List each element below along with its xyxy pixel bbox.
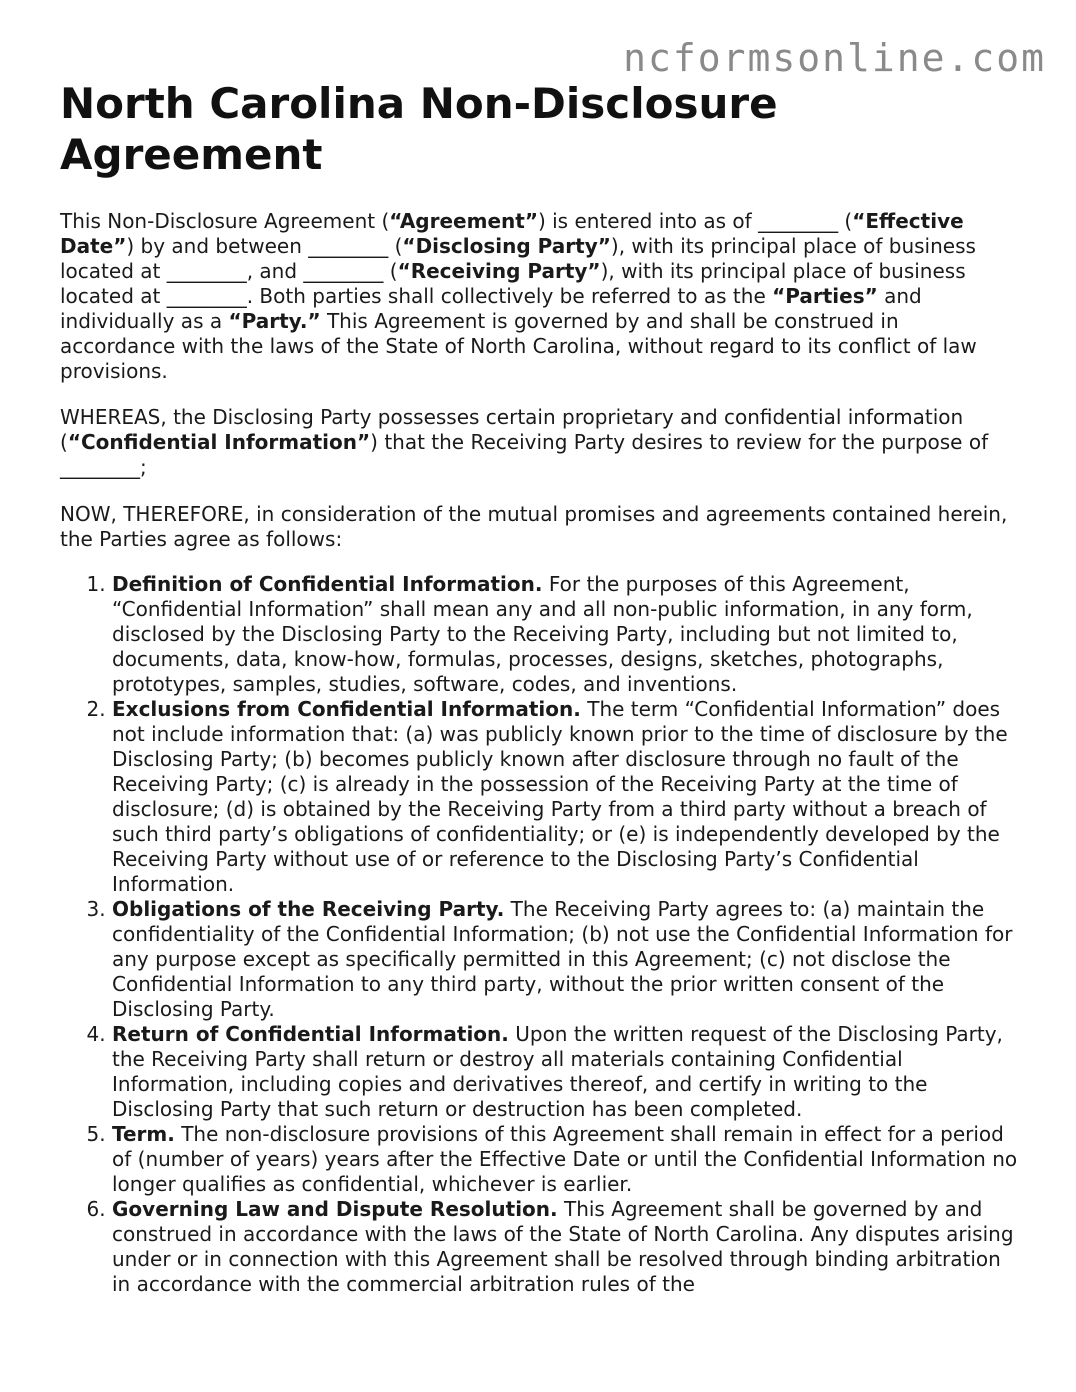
section-heading: Term. — [112, 1122, 175, 1146]
document-title: North Carolina Non-Disclosure Agreement — [60, 79, 778, 179]
section-item — [112, 897, 1020, 1022]
now-therefore-paragraph: NOW, THEREFORE, in consideration of the mutual promises and agreements contained herein, the Parties agree as follows: — [60, 502, 1008, 551]
section-item — [112, 697, 1020, 897]
section-body: The non-disclosure provisions of this Agreement shall remain in effect for a period of (number of years) years after the Effective Date or until the Confidential Information no longer qualifies as confidential, whichever is earlier. — [112, 1122, 1018, 1196]
section-body: For the purposes of this Agreement, “Confidential Information” shall mean any and all non-public information, in any form, disclosed by the Disclosing Party to the Receiving Party, including but not limited to, documents, data, know-how, formulas, processes, designs, sketches, photographs, prototypes, samples, studies, software, codes, and inventions. — [112, 572, 973, 696]
sections-list — [60, 572, 1020, 1297]
section-item — [112, 572, 1020, 697]
section-body: The Receiving Party agrees to: (a) maintain the confidentiality of the Confidential Information; (b) not use the Confidential Information for any purpose except as specifically permitted in this Agreement; (c) not disclose the Confidential Information to any third party, without the prior written consent of the Disclosing Party. — [112, 897, 1013, 1021]
section-item — [112, 1197, 1020, 1297]
document-page — [60, 78, 1020, 1297]
section-heading: Obligations of the Receiving Party. — [112, 897, 505, 921]
section-body: This Agreement shall be governed by and construed in accordance with the laws of the State of North Carolina. Any disputes arising under or in connection with this Agreement shall be resolved through binding arbitration in accordance with the commercial arbitration rules of the — [112, 1197, 1014, 1296]
whereas-paragraph: WHEREAS, the Disclosing Party possesses certain proprietary and confidential information (“Confidential Information”) that the Receiving Party desires to review for the purpose of ________; — [60, 405, 989, 479]
section-body: Upon the written request of the Disclosing Party, the Receiving Party shall return or destroy all materials containing Confidential Information, including copies and derivatives thereof, and certify in writing to the Disclosing Party that such return or destruction has been completed. — [112, 1022, 1003, 1121]
site-watermark: ncformsonline.com — [623, 36, 1046, 80]
section-item — [112, 1022, 1020, 1122]
section-heading: Exclusions from Confidential Information. — [112, 697, 581, 721]
section-body: The term “Confidential Information” does not include information that: (a) was publicly known prior to the time of disclosure by the Disclosing Party; (b) becomes publicly known after disclosure through no fault of the Receiving Party; (c) is already in the possession of the Receiving Party at the time of disclosure; (d) is obtained by the Receiving Party from a third party without a breach of such third party’s obligations of confidentiality; or (e) is independently developed by the Receiving Party without use of or reference to the Disclosing Party’s Confidential Information. — [112, 697, 1008, 896]
section-heading: Return of Confidential Information. — [112, 1022, 509, 1046]
section-heading: Definition of Confidential Information. — [112, 572, 543, 596]
section-item — [112, 1122, 1020, 1197]
section-heading: Governing Law and Dispute Resolution. — [112, 1197, 558, 1221]
intro-paragraph: This Non-Disclosure Agreement (“Agreement”) is entered into as of ________ (“Effective Date”) by and between ________ (“Disclosing Party”), with its principal place of business located at ________, and ________ (“Receiving Party”), with its principal place of business located at ________. Both parties shall collectively be referred to as the “Parties” and individually as a “Party.” This Agreement is governed by and shall be construed in accordance with the laws of the State of North Carolina, without regard to its conflict of law provisions. — [60, 209, 977, 383]
